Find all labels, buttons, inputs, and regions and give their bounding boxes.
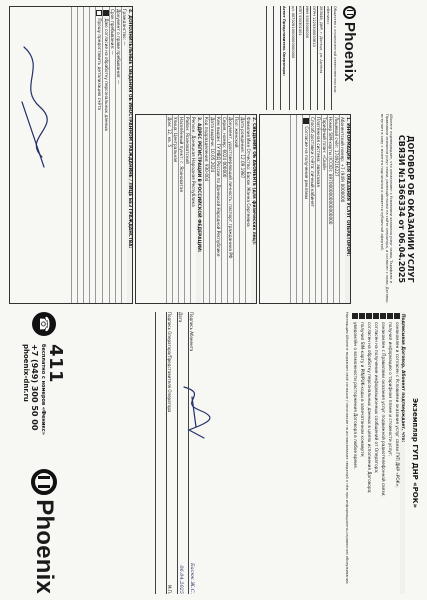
title-line-2: СВЯЗИ №1366334 от 06.04.2025 <box>397 134 406 284</box>
detail-checkbox[interactable] <box>96 10 102 16</box>
logo-text: Phoenix <box>31 499 58 594</box>
date-value: 06.04.2025 <box>178 565 184 594</box>
phoenix-logo-icon <box>31 469 57 495</box>
contract-left-column <box>7 6 419 306</box>
company-line: 283048, ДНР, г. Донецк, ул. Артёма <box>317 6 323 110</box>
consent-checkbox[interactable] <box>303 118 309 124</box>
section-title: 1. ИНФОРМАЦИЯ ДЛЯ ОКАЗАНИЯ УСЛУГ ОПЕРАТОРОМ: <box>345 115 350 303</box>
confirmation-item <box>394 312 400 594</box>
title-line-1: ДОГОВОР ОБ ОКАЗАНИИ УСЛУГ <box>406 135 415 283</box>
website: phoenix-dnr.ru <box>22 344 31 402</box>
date-line <box>177 312 186 594</box>
company-line: «Феникс» <box>324 6 330 110</box>
confirmation-text: ознакомлен с Правилами оказания услуг подвижной радиотелефонной связи; <box>381 322 386 497</box>
intro-text: Абонент подтверждает, что ознакомлен с Условиями оказания услуг связи, Тарифами и Правилами оказания услуг связи, размещёнными на сайте оператора, и согласен с ними. Договор вступает в силу с момента подписания и является публичной офертой. <box>380 114 393 303</box>
confirmation-item <box>352 312 358 594</box>
form-row: Документ о праве пребывания: — <box>115 7 121 303</box>
company-requisites <box>266 6 337 110</box>
agent-blank-line <box>273 6 279 110</box>
confirmation-item <box>366 312 372 594</box>
confirm-checkbox[interactable] <box>380 313 386 319</box>
footer-contacts <box>9 312 79 594</box>
blank-line <box>155 312 164 594</box>
confirmation-item <box>373 312 379 594</box>
form-row: Абонентский номер: +7 (949) 0000000 <box>339 115 345 303</box>
check-row <box>95 7 102 303</box>
directory-consent-note: Настоящим Абонент выражает своё согласие / несогласие на использование сведений о нём при информационно-справочном обслуживании. <box>345 312 349 585</box>
hotline-number: 411 <box>44 344 66 384</box>
form-row: Пол: женский <box>233 115 239 303</box>
form-row: Район: Ясиноватский <box>184 115 190 303</box>
operator-signature-label: Подпись Оператора/Представителя Оператора <box>167 312 172 413</box>
form-row: Гражданство: — <box>121 7 127 303</box>
check-label: Даю согласие на обработку персональных данных <box>104 18 109 132</box>
section-title: 3. АДРЕС РЕГИСТРАЦИИ В РОССИЙСКОЙ ФЕДЕРАЦИИ: <box>196 115 201 303</box>
form-row: Улица: Центральная <box>172 115 178 303</box>
confirmation-text: получил информацию о тарифном плане и стоимости услуг; <box>388 322 393 457</box>
company-line: КПП 930301001 <box>296 6 302 110</box>
date-label: Дата <box>178 312 183 323</box>
handwritten-signature-right <box>174 382 214 442</box>
confirmation-item <box>380 312 386 594</box>
form-row: Дом: 12, кв. 5 <box>166 115 172 303</box>
checklist-title: Подписывая Договор, Абонент подтверждает, что: <box>400 312 405 594</box>
blank-row <box>83 7 89 303</box>
form-row: Платёжная система: авансовая <box>315 115 321 303</box>
company-line: ИНН 9303000000 <box>303 6 309 110</box>
section-title: 2. СВЕДЕНИЯ ОБ АБОНЕНТЕ (для физических лиц): <box>251 115 256 303</box>
contract-title <box>397 114 415 304</box>
confirm-checkbox[interactable] <box>359 313 365 319</box>
form-row: Срок пребывания: — <box>109 7 115 303</box>
form-row: Серия, номер: 6024 000000 <box>221 115 227 303</box>
section-subscriber-info <box>135 114 257 304</box>
form-row: Код подразделения: 930-004 <box>203 115 209 303</box>
confirmation-text: уведомлён о возможности расторжения Договора в любое время. <box>353 322 358 469</box>
confirm-checkbox[interactable] <box>394 313 400 319</box>
phone-number: +7 (949) 300 50 00 <box>30 344 40 431</box>
phoenix-logo-icon <box>344 6 357 19</box>
blank-row <box>296 115 302 303</box>
phone-icon: ☎ <box>32 312 56 336</box>
copy-label: Экземпляр ГУП ДНР «РОК» <box>411 398 419 508</box>
confirm-checkbox[interactable] <box>387 313 393 319</box>
subscriber-confirmations <box>345 312 405 594</box>
stamp-label: М.П. <box>167 584 172 594</box>
form-row: Населённый пункт: г. Ясиноватая <box>178 115 184 303</box>
section-service-info <box>259 114 351 304</box>
ads-consent-row <box>302 115 309 303</box>
form-row: Лицевой счёт: 1749216227 <box>333 115 339 303</box>
operator-signature-line <box>166 312 175 594</box>
confirmation-text: получил SIM-карту и PIN/PUK-коды в запечатанном конверте; <box>360 322 365 458</box>
handwritten-signature-left <box>12 7 52 305</box>
hotline-block <box>22 344 66 435</box>
subscriber-signature-line <box>188 312 197 594</box>
check-row <box>102 7 109 303</box>
agent-label: Агент Представитель Оператора: <box>280 6 286 110</box>
form-row: Номер SIM-карты (ICCID): 8970000000000000000 <box>327 115 333 303</box>
hotline-free-note: бесплатно с номеров «Феникс» <box>39 344 46 435</box>
signature-block <box>109 312 199 594</box>
form-row: Кем выдан: ГУ МВД России по Донецкой Народной Республике <box>215 115 221 303</box>
company-details <box>265 6 359 110</box>
form-row: Тарифный план: «Свой» <box>321 115 327 303</box>
company-line: р/с 40702810000000000000 <box>289 6 295 110</box>
logo-small <box>341 6 359 110</box>
blank-row <box>71 7 77 303</box>
blank-row <box>89 7 95 303</box>
form-row: Регион: Донецкая Народная Республика <box>190 115 196 303</box>
subscriber-signature-label: Подпись Абонента <box>189 312 194 352</box>
confirmation-item <box>359 312 365 594</box>
pd-consent-checkbox[interactable] <box>103 10 109 16</box>
check-label: Прошу предоставить детализацию счёта <box>97 18 102 110</box>
section-foreigner-info <box>9 6 133 304</box>
section-title: 4. ДОПОЛНИТЕЛЬНЫЕ СВЕДЕНИЯ ОБ ИНОСТРАННОМ ГРАЖДАНИНЕ / ЛИЦЕ БЕЗ ГРАЖДАНСТВА: <box>127 7 132 303</box>
blank-row <box>290 115 296 303</box>
confirmation-item <box>387 312 393 594</box>
logo-text: Phoenix <box>341 22 359 82</box>
form-row: Фамилия Имя Отчество: Басюк Жанна Сергеевна <box>245 115 251 303</box>
confirmation-text: ознакомлен и согласен с Условиями оказания услуг связи ГУП ДНР «РОК»; <box>395 322 400 488</box>
company-line: ОГРН 1229300093810 <box>310 6 316 110</box>
consent-label: Согласие на получение рекламы <box>304 126 309 200</box>
company-line: Общество с ограниченной ответственностью <box>331 6 337 110</box>
form-row: Дата рождения: 12.09.1987 <box>239 115 245 303</box>
contract-right-column <box>7 312 419 594</box>
form-row: Документ, удостоверяющий личность: паспорт гражданина РФ <box>227 115 233 303</box>
form-row: Способ доставки счёта: личный кабинет <box>309 115 315 303</box>
agent-blank-line <box>266 6 272 110</box>
confirmation-text: согласен на обработку персональных данных в целях исполнения Договора; <box>367 322 372 494</box>
confirm-checkbox[interactable] <box>373 313 379 319</box>
form-row: Дата выдачи: 10.05.2024 <box>209 115 215 303</box>
subscriber-name: Басюк Ж.С. <box>189 562 195 594</box>
logo-large <box>30 469 58 594</box>
blank-row <box>77 7 83 303</box>
confirm-checkbox[interactable] <box>352 313 358 319</box>
confirmation-text: согласен на получение информационных сообщений от Оператора; <box>374 322 379 474</box>
confirm-checkbox[interactable] <box>366 313 372 319</box>
